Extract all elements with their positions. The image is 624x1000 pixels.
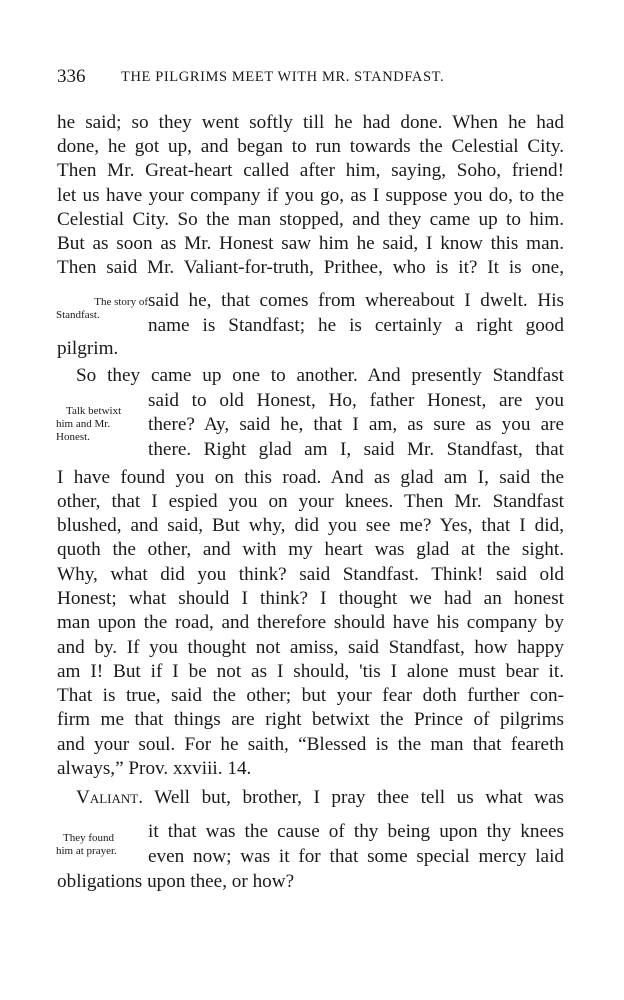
text-line: Then said Mr. Valiant-for-truth, Prithee, who is it? It is one, (57, 257, 564, 278)
speaker-line-text: Well but, brother, I pray thee tell us what was (154, 787, 564, 808)
text-line: said to old Honest, Ho, father Honest, are you (148, 390, 564, 411)
text-line: firm me that things are right betwixt the Prince of pilgrims (57, 709, 564, 730)
margin-note-line: Honest. (56, 431, 90, 443)
text-line: always,” Prov. xxviii. 14. (57, 758, 252, 779)
margin-note-line: him at prayer. (56, 845, 117, 857)
text-line: he said; so they went softly till he had done. When he had (57, 112, 564, 133)
text-line: pilgrim. (57, 338, 119, 359)
margin-note-line: Talk betwixt (66, 405, 122, 417)
text-line: But as soon as Mr. Honest saw him he said, I know this man. (57, 233, 564, 254)
text-line (76, 786, 564, 810)
running-title: THE PILGRIMS MEET WITH MR. STANDFAST. (121, 69, 445, 85)
text-line: even now; was it for that some special mercy laid (148, 846, 564, 867)
page-number: 336 (57, 66, 86, 87)
text-line: done, he got up, and began to run towards the Celestial City. (57, 136, 564, 157)
text-line: am I! But if I be not as I should, 'tis I alone must bear it. (57, 661, 564, 682)
text-line: man upon the road, and therefore should have his company by (57, 612, 564, 633)
text-line: it that was the cause of thy being upon thy knees (148, 821, 564, 842)
margin-note-standfast (56, 296, 148, 322)
margin-note-prayer (56, 832, 148, 858)
text-line: other, that I espied you on your knees. Then Mr. Standfast (57, 491, 564, 512)
text-line: obligations upon thee, or how? (57, 871, 295, 892)
text-line: quoth the other, and with my heart was glad at the sight. (57, 539, 564, 560)
text-line: said he, that comes from whereabout I dwelt. His (148, 290, 564, 311)
margin-note-line: The story of (94, 296, 148, 308)
text-line: Why, what did you think? said Standfast. Think! said old (57, 564, 564, 585)
text-line: Honest; what should I think? I thought we had an honest (57, 588, 564, 609)
margin-note-line: They found (63, 832, 115, 844)
text-line: name is Standfast; he is certainly a right good (148, 315, 564, 336)
text-line: blushed, and said, But why, did you see me? Yes, that I did, (57, 515, 564, 536)
text-line: there. Right glad am I, said Mr. Standfast, that (148, 439, 564, 460)
text-line: let us have your company if you go, as I suppose you do, to the (57, 185, 564, 206)
text-line: That is true, said the other; but your fear doth further con- (57, 685, 564, 706)
text-line: Then Mr. Great-heart called after him, saying, Soho, friend! (57, 160, 564, 181)
text-line: Celestial City. So the man stopped, and they came up to him. (57, 209, 564, 230)
text-line: and by. If you thought not amiss, said Standfast, how happy (57, 637, 564, 658)
page-header (57, 66, 567, 96)
speaker-label: Valiant. (76, 787, 144, 808)
margin-note-line: him and Mr. (56, 418, 111, 430)
margin-note-talk (56, 405, 148, 444)
text-line: there? Ay, said he, that I am, as sure as you are (148, 414, 564, 435)
text-line: So they came up one to another. And presently Standfast (76, 365, 564, 386)
text-line: I have found you on this road. And as glad am I, said the (57, 467, 564, 488)
margin-note-line: Standfast. (56, 309, 100, 321)
text-line: and your soul. For he saith, “Blessed is the man that feareth (57, 734, 564, 755)
